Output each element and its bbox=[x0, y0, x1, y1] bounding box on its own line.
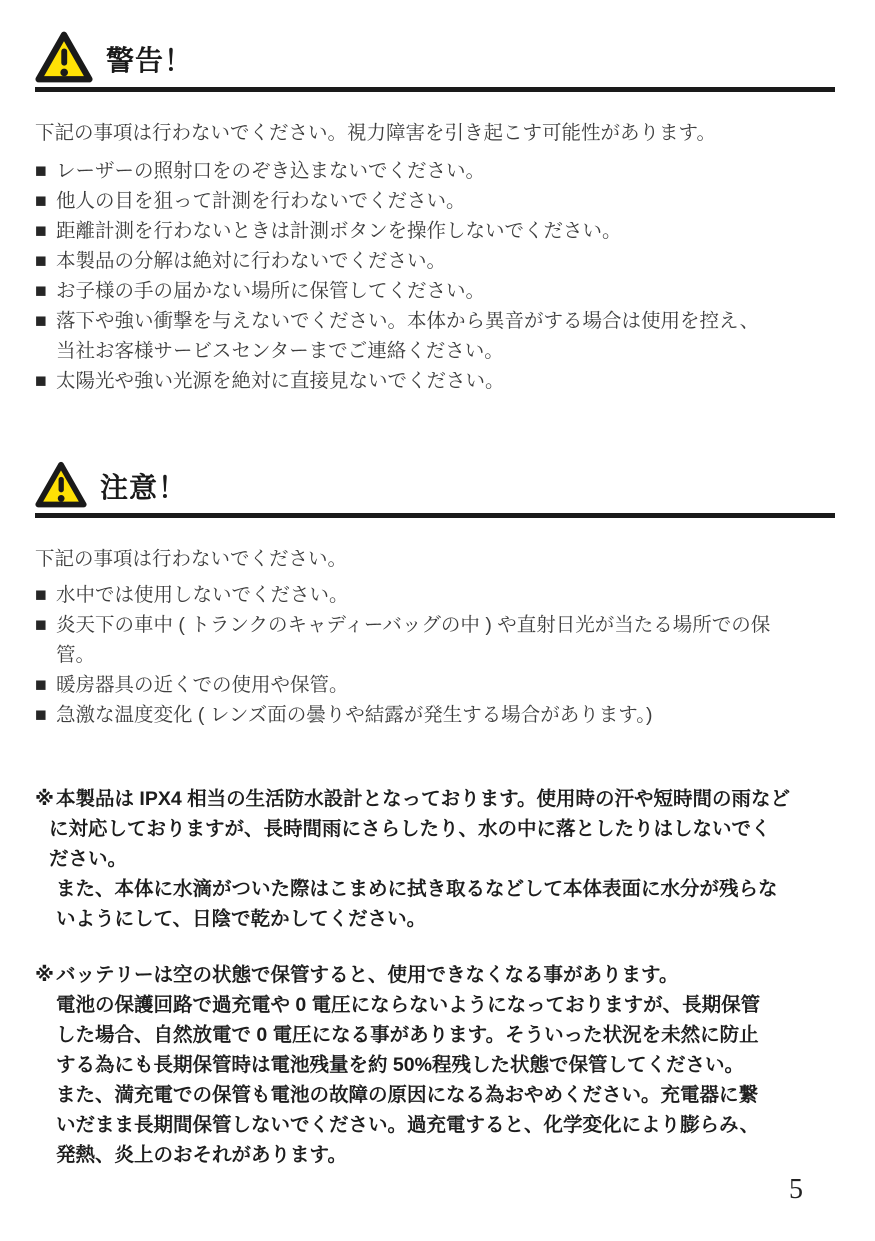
note-text: した場合、自然放電で 0 電圧になる事があります。そういった状況を未然に防止 bbox=[56, 1024, 759, 1046]
caution-list bbox=[35, 580, 836, 730]
list-item bbox=[35, 276, 836, 306]
note-line bbox=[35, 1020, 836, 1050]
warning-section bbox=[35, 30, 836, 396]
caution-header bbox=[35, 458, 836, 511]
list-item bbox=[35, 670, 836, 700]
bullet-square-icon: ■ bbox=[35, 584, 47, 606]
list-item bbox=[35, 580, 836, 610]
note-text: また、本体に水滴がついた際はこまめに拭き取るなどして本体表面に水分が残らな bbox=[56, 878, 778, 900]
list-item-text: 距離計測を行わないときは計測ボタンを操作しないでください。 bbox=[56, 220, 622, 242]
note-text: いだまま長期間保管しないでください。過充電すると、化学変化により膨らみ、 bbox=[56, 1114, 760, 1136]
list-item bbox=[35, 700, 836, 730]
list-item-text: 他人の目を狙って計測を行わないでください。 bbox=[56, 190, 466, 212]
note-line bbox=[35, 960, 836, 990]
list-item-text: 本製品の分解は絶対に行わないでください。 bbox=[56, 250, 447, 272]
list-item-text: 当社お客様サービスセンターまでご連絡ください。 bbox=[56, 340, 504, 362]
caution-title: 注意！ bbox=[100, 471, 188, 503]
list-item-text: お子様の手の届かない場所に保管してください。 bbox=[56, 280, 486, 302]
note-line bbox=[35, 1140, 836, 1170]
list-item-text: 太陽光や強い光源を絶対に直接見ないでください。 bbox=[56, 370, 505, 392]
list-item-text: 炎天下の車中 ( トランクのキャディーバッグの中 ) や直射日光が当たる場所での保 bbox=[56, 614, 771, 636]
note-line bbox=[35, 844, 836, 874]
caution-section bbox=[35, 458, 836, 730]
list-item bbox=[35, 156, 836, 186]
bullet-square-icon: ■ bbox=[35, 704, 47, 726]
list-item bbox=[35, 306, 836, 336]
note-text: 本製品は IPX4 相当の生活防水設計となっております。使用時の汗や短時間の雨など bbox=[56, 788, 791, 810]
note-line bbox=[35, 784, 836, 814]
warning-triangle-icon bbox=[35, 461, 87, 509]
list-item bbox=[35, 186, 836, 216]
page-number: 5 bbox=[789, 1174, 803, 1205]
note-text: する為にも長期保管時は電池残量を約 50%程残した状態で保管してください。 bbox=[56, 1054, 744, 1076]
bullet-square-icon: ■ bbox=[35, 220, 47, 242]
note-line bbox=[35, 1080, 836, 1110]
note-line bbox=[35, 1110, 836, 1140]
bullet-square-icon: ■ bbox=[35, 190, 47, 212]
bullet-square-icon: ■ bbox=[35, 160, 47, 182]
warning-header bbox=[35, 30, 836, 85]
note-text: 発熱、炎上のおそれがあります。 bbox=[56, 1144, 347, 1166]
bullet-square-icon: ■ bbox=[35, 614, 47, 636]
list-item-text: 急激な温度変化 ( レンズ面の曇りや結露が発生する場合があります。) bbox=[56, 704, 653, 726]
note-line bbox=[35, 874, 836, 904]
note-line bbox=[35, 990, 836, 1020]
list-item bbox=[35, 366, 836, 396]
list-item bbox=[35, 246, 836, 276]
list-item-text: レーザーの照射口をのぞき込まないでください。 bbox=[56, 160, 486, 182]
note-text: 電池の保護回路で過充電や 0 電圧にならないようになっておりますが、長期保管 bbox=[56, 994, 761, 1016]
list-item bbox=[35, 610, 836, 640]
bullet-square-icon: ■ bbox=[35, 310, 47, 332]
warning-intro: 下記の事項は行わないでください。視力障害を引き起こす可能性があります。 bbox=[35, 122, 716, 144]
list-item-continuation bbox=[35, 336, 836, 366]
bullet-square-icon: ■ bbox=[35, 370, 47, 392]
note-line bbox=[35, 814, 836, 844]
caution-intro: 下記の事項は行わないでください。 bbox=[35, 548, 348, 570]
list-item-text: 暖房器具の近くでの使用や保管。 bbox=[56, 674, 349, 696]
note-line bbox=[35, 1050, 836, 1080]
note-waterproof bbox=[35, 784, 836, 934]
list-item-text: 水中では使用しないでください。 bbox=[56, 584, 349, 606]
bullet-square-icon: ■ bbox=[35, 250, 47, 272]
caution-divider bbox=[35, 513, 835, 518]
warning-divider bbox=[35, 87, 835, 92]
list-item-text: 落下や強い衝撃を与えないでください。本体から異音がする場合は使用を控え、 bbox=[56, 310, 760, 332]
bullet-square-icon: ■ bbox=[35, 674, 47, 696]
list-item bbox=[35, 216, 836, 246]
warning-list bbox=[35, 156, 836, 396]
bullet-square-icon: ■ bbox=[35, 280, 47, 302]
reference-mark-icon: ※ bbox=[35, 788, 54, 810]
warning-triangle-icon bbox=[35, 31, 93, 84]
note-battery bbox=[35, 960, 836, 1170]
list-item-continuation bbox=[35, 640, 836, 670]
note-line bbox=[35, 904, 836, 934]
list-item-text: 管。 bbox=[56, 644, 96, 666]
note-text: ださい。 bbox=[49, 848, 128, 870]
note-text: バッテリーは空の状態で保管すると、使用できなくなる事があります。 bbox=[56, 964, 679, 986]
note-text: に対応しておりますが、長時間雨にさらしたり、水の中に落としたりはしないでく bbox=[49, 818, 771, 840]
note-text: また、満充電での保管も電池の故障の原因になる為おやめください。充電器に繋 bbox=[56, 1084, 759, 1106]
note-text: いようにして、日陰で乾かしてください。 bbox=[56, 908, 427, 930]
reference-mark-icon: ※ bbox=[35, 964, 54, 986]
warning-title: 警告！ bbox=[106, 44, 194, 76]
